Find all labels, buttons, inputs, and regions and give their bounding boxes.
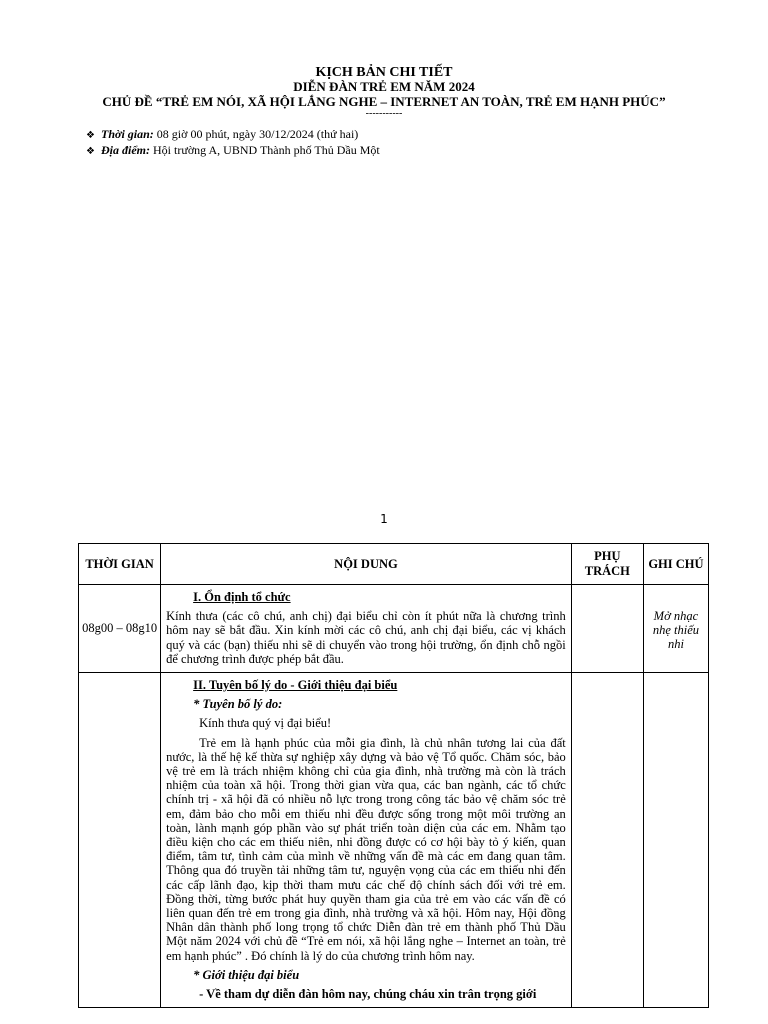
table-row (79, 585, 709, 673)
section-title: I. Ổn định tổ chức (193, 590, 291, 604)
row1-time: 08g00 – 08g10 (79, 585, 161, 673)
place-value: Hội trường A, UBND Thành phố Thủ Dầu Một (150, 143, 380, 157)
row1-responsible (571, 585, 643, 673)
row1-content (161, 585, 572, 673)
page-number: 1 (380, 512, 388, 526)
time-value: 08 giờ 00 phút, ngày 30/12/2024 (thứ hai) (153, 127, 359, 141)
section-title: II. Tuyên bố lý do - Giới thiệu đại biểu (193, 678, 398, 693)
row2-text: Trẻ em là hạnh phúc của mỗi gia đình, là chủ nhân tương lai của đất nước, là thế hệ kế thừa sự nghiệp xây dựng và bảo vệ Tổ quốc. Chăm sóc, bảo vệ trẻ em là trách nhiệm không chỉ của gia đình, nhà trường mà còn là trách nhiệm của toàn xã hội. Trong thời gian vừa qua, các ban ngành, các tổ chức chính trị - xã hội đã có nhiều nỗ lực trong trong công tác bảo vệ chăm sóc trẻ em, đảm bảo cho mỗi em thiếu nhi đều được sống trong một môi trường an toàn, lành mạnh góp phần vào sự phát triển toàn diện của các em. Nhằm tạo điều kiện cho các em thiếu niên, nhi đồng được có cơ hội bày tỏ ý kiến, quan điểm, tâm tư, tình cảm của mình về những vấn đề mà các em đang quan tâm. Thông qua đó truyền tải những tâm tư, nguyện vọng của các em thiếu nhi đến các cấp lãnh đạo, kịp thời tham mưu các chế độ chính sách đối với trẻ em. Đồng thời, từng bước phát huy quyền tham gia của trẻ em vào các vấn đề có liên quan đến trẻ em trong gia đình, nhà trường và xã hội. Hôm nay, Hội đồng Nhân dân thành phố long trọng tổ chức Diễn đàn trẻ em thành phố Thủ Dầu Một năm 2024 với chủ đề “Trẻ em nói, xã hội lắng nghe – Internet an toàn, trẻ em hạnh phúc” . Đó chính là lý do của chương trình hôm nay. (166, 735, 566, 963)
place-label: Địa điểm: (101, 143, 150, 157)
time-label: Thời gian: (101, 127, 154, 141)
header-content: NỘI DUNG (161, 544, 572, 585)
greeting: Kính thưa quý vị đại biểu! (199, 716, 332, 731)
document-subtitle: DIỄN ĐÀN TRẺ EM NĂM 2024 (293, 79, 475, 94)
row2-content (161, 673, 572, 1008)
document-title: KỊCH BẢN CHI TIẾT (315, 65, 453, 80)
table-header-row (79, 544, 709, 585)
script-table (78, 543, 709, 1008)
table-row (79, 673, 709, 1008)
place-row (86, 143, 380, 159)
subsection-title: * Giới thiệu đại biểu (193, 967, 300, 982)
event-info (86, 127, 380, 159)
row1-note: Mở nhạc nhẹ thiếu nhi (643, 585, 708, 673)
header-time: THỜI GIAN (79, 544, 161, 585)
diamond-bullet-icon: ❖ (86, 130, 95, 141)
document-theme: CHỦ ĐỀ “TRẺ EM NÓI, XÃ HỘI LẮNG NGHE – INTERNET AN TOÀN, TRẺ EM HẠNH PHÚC” (102, 94, 666, 109)
row1-text: Kính thưa (các cô chú, anh chị) đại biểu chỉ còn ít phút nữa là chương trình hôm nay sẽ bắt đầu. Xin kính mời các cô chú, anh chị đại biểu, các vị khách quý và các (bạn) thiếu nhi sẽ di chuyển vào trong hội trường, ổn định chỗ ngồi để chương trình được phép bắt đầu. (166, 609, 566, 666)
row2-note (643, 673, 708, 1008)
row2-responsible (571, 673, 643, 1008)
time-row (86, 127, 380, 143)
document-header (0, 65, 768, 119)
header-responsible: PHỤ TRÁCH (571, 544, 643, 585)
header-note: GHI CHÚ (643, 544, 708, 585)
diamond-bullet-icon: ❖ (86, 146, 95, 157)
row2-time (79, 673, 161, 1008)
header-divider: ----------- (365, 108, 403, 119)
row2-last-line: - Về tham dự diễn đàn hôm nay, chúng cháu xin trân trọng giới (199, 987, 537, 1002)
subsection-title: * Tuyên bố lý do: (193, 697, 283, 712)
